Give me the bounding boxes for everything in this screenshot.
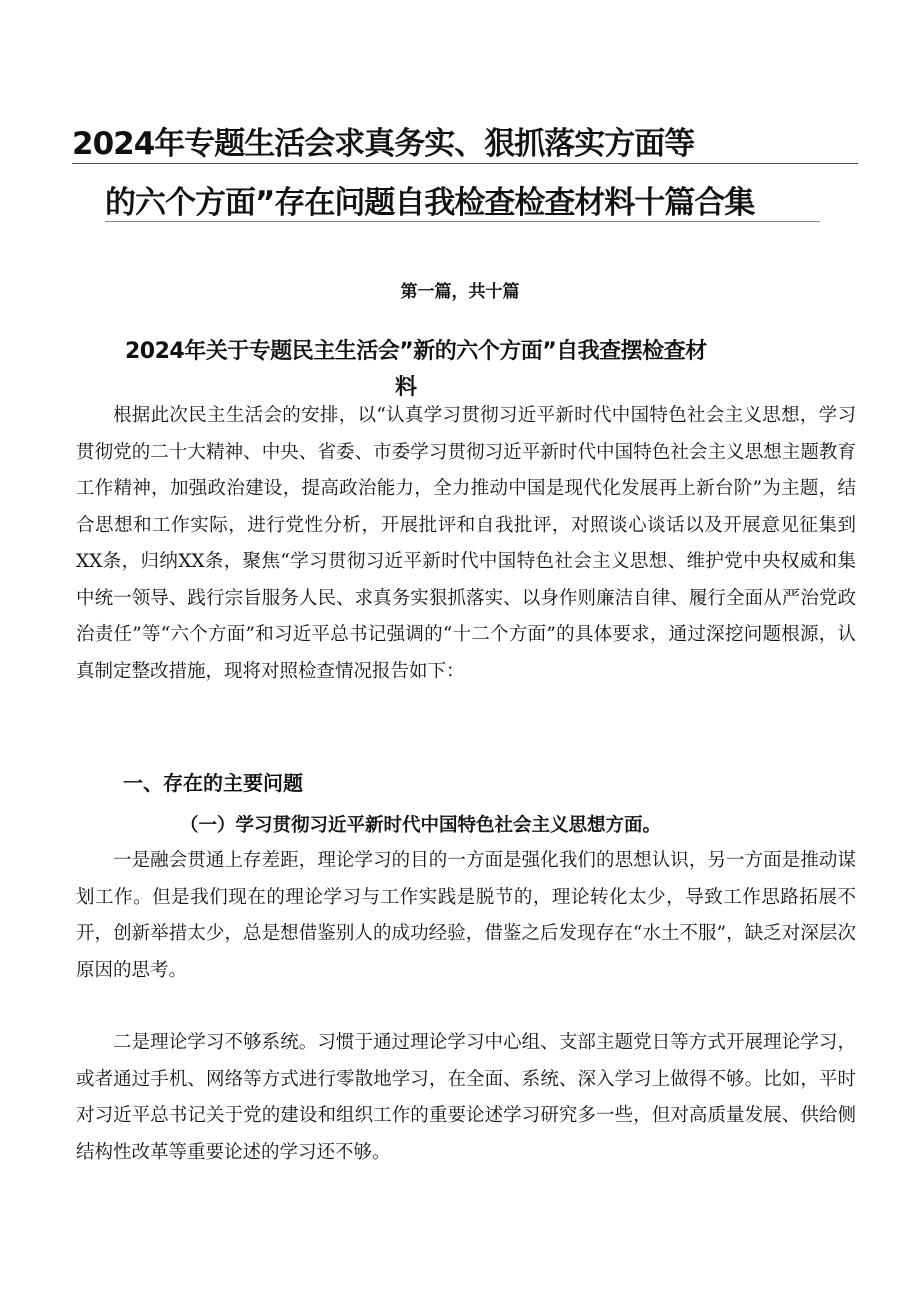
heading-main-problems: 一、存在的主要问题 [123,771,303,795]
section-title-line-2: 料 [395,375,417,401]
title-underline-1 [72,163,858,164]
heading-subsection-1: （一）学习贯彻习近平新时代中国特色社会主义思想方面。 [180,815,662,836]
intro-paragraph: 根据此次民主生活会的安排，以“认真学习贯彻习近平新时代中国特色社会主义思想，学习贯彻党的二十大精神、中央、省委、市委学习贯彻习近平新时代中国特色社会主义思想主题教育工作精神，加强政治建设，提高政治能力，全力推动中国是现代化发展再上新台阶”为主题，结合思想和工作实际，进行党性分析，开展批评和自我批评，对照谈心谈话以及开展意见征集到XX条，归纳XX条，聚焦“学习贯彻习近平新时代中国特色社会主义思想、维护党中央权威和集中统一领导、践行宗旨服务人民、求真务实狠抓落实、以身作则廉洁自律、履行全面从严治党政治责任”等“六个方面”和习近平总书记强调的“十二个方面”的具体要求，通过深挖问题根源，认真制定整改措施，现将对照检查情况报告如下： [76,405,856,682]
document-title-line-2: 的六个方面”存在问题自我检查检查材料十篇合集 [105,185,755,221]
paragraph-point-1: 一是融会贯通上存差距，理论学习的目的一方面是强化我们的思想认识，另一方面是推动谋划工作。但是我们现在的理论学习与工作实践是脱节的，理论转化太少，导致工作思路拓展不开，创新举措太少，总是想借鉴别人的成功经验，借鉴之后发现存在“水土不服”，缺乏对深层次原因的思考。 [76,850,856,981]
document-title-line-1: 2024年专题生活会求真务实、狠抓落实方面等 [72,126,695,162]
paragraph-point-2: 二是理论学习不够系统。习惯于通过理论学习中心组、支部主题党日等方式开展理论学习，或者通过手机、网络等方式进行零散地学习，在全面、系统、深入学习上做得不够。比如，平时对习近平总书记关于党的建设和组织工作的重要论述学习研究多一些，但对高质量发展、供给侧结构性改革等重要论述的学习还不够。 [76,1032,856,1163]
part-label: 第一篇，共十篇 [400,282,520,302]
title-underline-2 [105,221,820,222]
section-title [125,334,865,406]
section-title-line-1: 2024年关于专题民主生活会”新的六个方面”自我查摆检查材 [125,339,707,365]
